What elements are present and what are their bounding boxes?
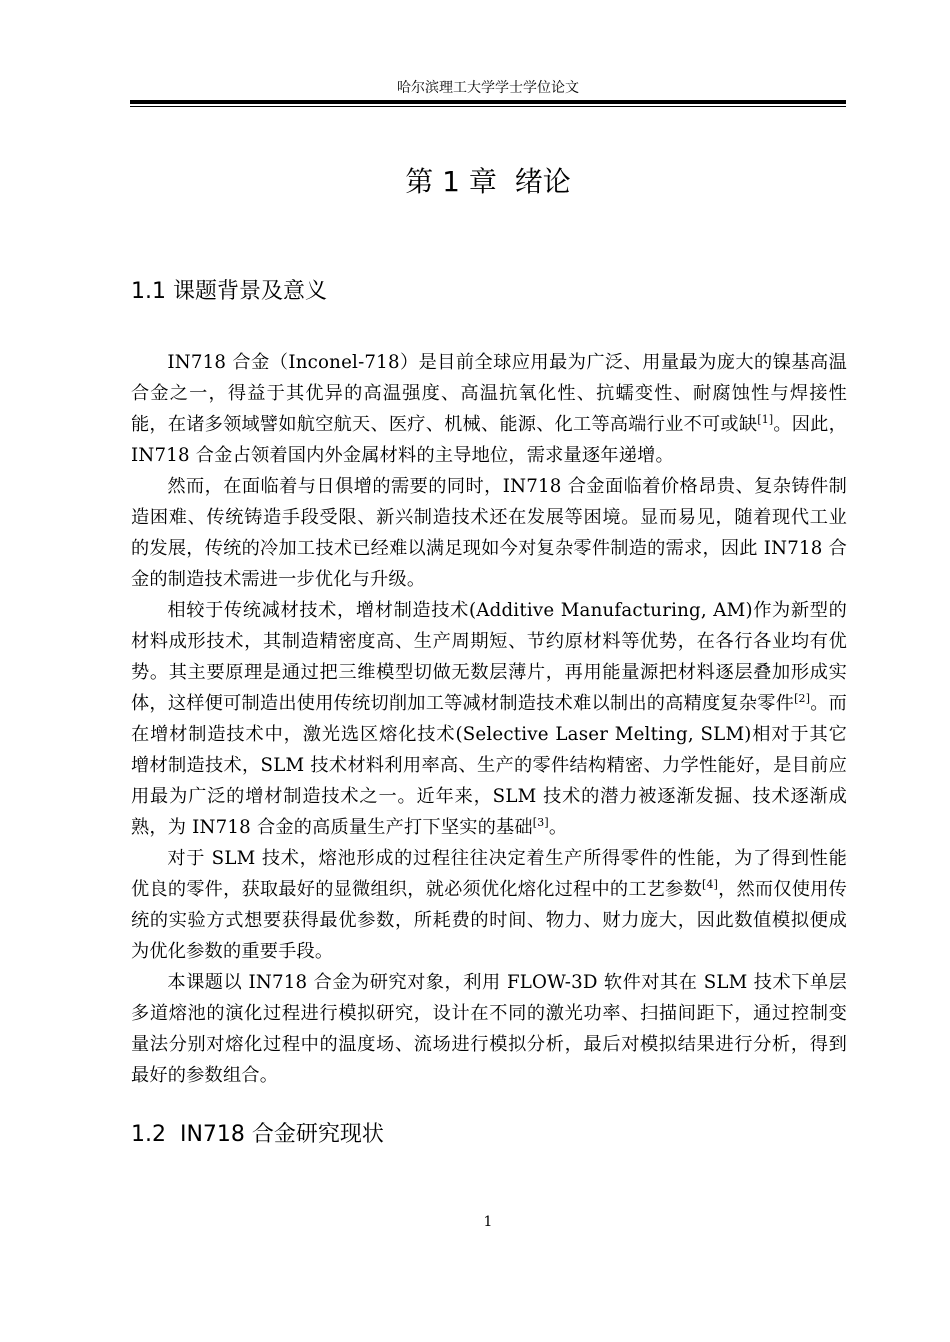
- citation-marker: [4]: [702, 877, 719, 891]
- paragraph-3: 相较于传统减材技术，增材制造技术(Additive Manufacturing, AM)作为新型的材料成形技术，其制造精密度高、生产周期短、节约原材料等优势，在各行各业均有优势。其主要原理是通过把三维模型切做无数层薄片，再用能量源把材料逐层叠加形成实体，这样便可制造出使用传统切削加工等减材制造技术难以制出的高精度复杂零件[2]。而在增材制造技术中，激光选区熔化技术(Selective Laser Melting, SLM)相对于其它增材制造技术，SLM 技术材料利用率高、生产的零件结构精密、力学性能好，是目前应用最为广泛的增材制造技术之一。近年来，SLM 技术的潜力被逐渐发掘、技术逐渐成熟，为 IN718 合金的高质量生产打下坚实的基础[3]。: [131, 600, 847, 838]
- citation-marker: [2]: [794, 691, 811, 705]
- header-rule-thin: [130, 106, 846, 107]
- citation-marker: [3]: [532, 815, 549, 829]
- chapter-title: 第 1 章 绪论: [405, 165, 571, 198]
- header-rule-thick: [130, 100, 846, 104]
- paragraph-1: IN718 合金（Inconel-718）是目前全球应用最为广泛、用量最为庞大的镍基高温合金之一，得益于其优异的高温强度、高温抗氧化性、抗蠕变性、耐腐蚀性与焊接性能，在诸多领域譬如航空航天、医疗、机械、能源、化工等高端行业不可或缺[1]。因此，IN718 合金占领着国内外金属材料的主导地位，需求量逐年递增。: [131, 352, 847, 466]
- section-1-1-body: [131, 347, 847, 1091]
- running-header: 哈尔滨理工大学学士学位论文: [397, 80, 579, 96]
- section-heading-1-2: 1.2 IN718 合金研究现状: [131, 1122, 384, 1147]
- paragraph-4: 对于 SLM 技术，熔池形成的过程往往决定着生产所得零件的性能，为了得到性能优良的零件，获取最好的显微组织，就必须优化熔化过程中的工艺参数[4]，然而仅使用传统的实验方式想要获得最优参数，所耗费的时间、物力、财力庞大，因此数值模拟便成为优化参数的重要手段。: [131, 848, 847, 962]
- paragraph-5: 本课题以 IN718 合金为研究对象，利用 FLOW-3D 软件对其在 SLM 技术下单层多道熔池的演化过程进行模拟研究，设计在不同的激光功率、扫描间距下，通过控制变量法分别对熔化过程中的温度场、流场进行模拟分析，最后对模拟结果进行分析，得到最好的参数组合。: [131, 972, 847, 1086]
- section-heading-1-1: 1.1 课题背景及意义: [131, 279, 327, 304]
- page-number: 1: [483, 1214, 493, 1230]
- citation-marker: [1]: [757, 412, 774, 426]
- paragraph-2: 然而，在面临着与日俱增的需要的同时，IN718 合金面临着价格昂贵、复杂铸件制造困难、传统铸造手段受限、新兴制造技术还在发展等困境。显而易见，随着现代工业的发展，传统的冷加工技术已经难以满足现如今对复杂零件制造的需求，因此 IN718 合金的制造技术需进一步优化与升级。: [131, 476, 847, 590]
